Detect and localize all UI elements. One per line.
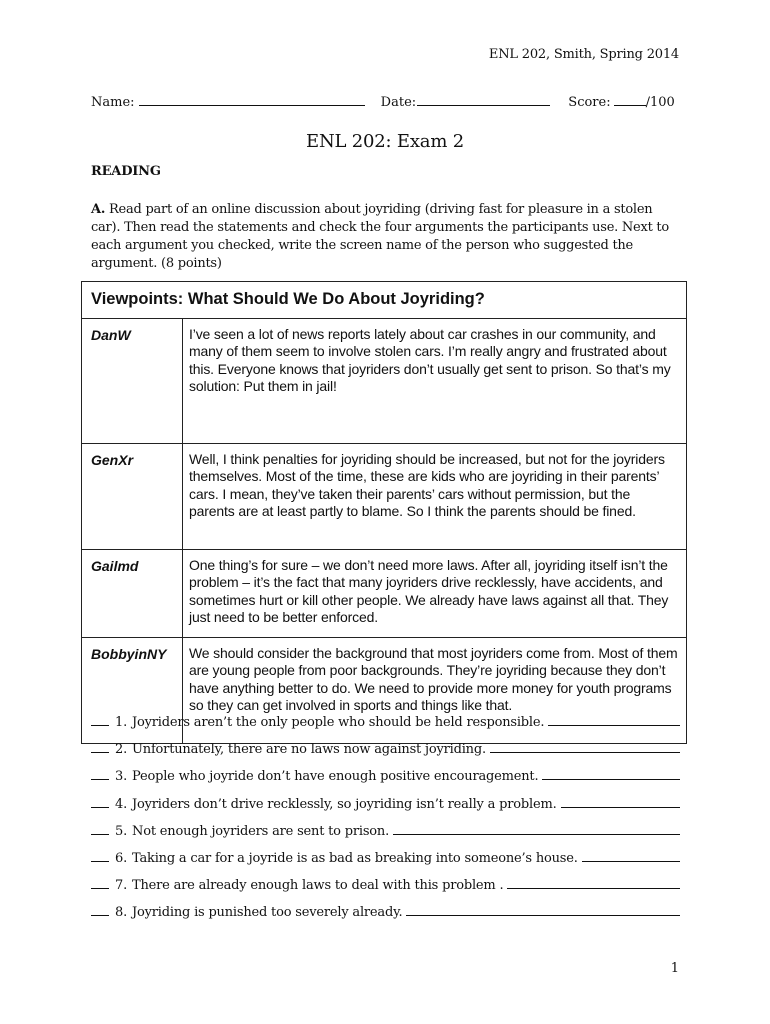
- statement-text: Taking a car for a joyride is as bad as breaking into someone’s house.: [132, 850, 578, 866]
- statement-number: 3.: [115, 769, 128, 785]
- post-text: We should consider the background that most joyriders come from. Most of them are young people from poor backgrounds. They’re joyriding because they don’t have anything better to do. We need to provide more money for youth programs so they can get involved in sports and things like that.: [183, 638, 687, 744]
- check-blank[interactable]: [91, 768, 109, 780]
- statement-item: [91, 823, 680, 850]
- screen-name-blank[interactable]: [561, 796, 680, 808]
- post-author: Gailmd: [82, 550, 183, 638]
- check-blank[interactable]: [91, 877, 109, 889]
- statement-item: [91, 741, 680, 768]
- statement-number: 4.: [115, 796, 128, 812]
- statement-item: [91, 714, 680, 741]
- viewpoints-table: [81, 281, 687, 744]
- post-author: BobbyinNY: [82, 638, 183, 744]
- exam-title: ENL 202: Exam 2: [306, 131, 464, 152]
- part-letter: A.: [91, 202, 106, 217]
- statement-item: [91, 768, 680, 795]
- screen-name-blank[interactable]: [490, 741, 680, 753]
- table-row: [82, 319, 687, 444]
- screen-name-blank[interactable]: [582, 850, 680, 862]
- statement-text: Joyriding is punished too severely already.: [132, 905, 403, 921]
- score-total: /100: [645, 95, 675, 110]
- table-row: [82, 550, 687, 638]
- statement-text: People who joyride don’t have enough positive encouragement.: [132, 769, 539, 785]
- name-label: Name:: [91, 95, 135, 110]
- check-blank[interactable]: [91, 904, 109, 916]
- statement-text: There are already enough laws to deal with this problem .: [132, 878, 504, 894]
- name-field[interactable]: [139, 93, 365, 106]
- table-heading-row: [82, 282, 687, 319]
- statement-item: [91, 904, 680, 931]
- statement-number: 6.: [115, 850, 128, 866]
- statement-item: [91, 877, 680, 904]
- post-author: DanW: [82, 319, 183, 444]
- post-text: I’ve seen a lot of news reports lately about car crashes in our community, and many of them seem to involve stolen cars. I’m really angry and frustrated about this. Everyone knows that joyriders don’t usually get sent to prison. So that’s my solution: Put them in jail!: [183, 319, 687, 444]
- post-text: One thing’s for sure – we don’t need more laws. After all, joyriding itself isn’t the problem – it’s the fact that many joyriders drive recklessly, have accidents, and sometimes hurt or kill other people. We already have laws against all that. They just need to be better enforced.: [183, 550, 687, 638]
- check-blank[interactable]: [91, 850, 109, 862]
- screen-name-blank[interactable]: [393, 823, 680, 835]
- instructions: [91, 201, 681, 273]
- score-field[interactable]: [614, 93, 646, 106]
- student-info-row: [91, 93, 681, 110]
- check-blank[interactable]: [91, 823, 109, 835]
- check-blank[interactable]: [91, 714, 109, 726]
- statement-list: [91, 714, 680, 932]
- statement-item: [91, 796, 680, 823]
- statement-number: 8.: [115, 905, 128, 921]
- statement-number: 2.: [115, 742, 128, 758]
- screen-name-blank[interactable]: [507, 877, 680, 889]
- page-number: 1: [670, 961, 679, 976]
- statement-text: Not enough joyriders are sent to prison.: [132, 823, 390, 839]
- statement-item: [91, 850, 680, 877]
- statement-text: Unfortunately, there are no laws now against joyriding.: [132, 742, 486, 758]
- course-header: ENL 202, Smith, Spring 2014: [488, 47, 679, 62]
- statement-text: Joyriders don’t drive recklessly, so joyriding isn’t really a problem.: [132, 796, 557, 812]
- date-label: Date:: [380, 95, 417, 110]
- post-author: GenXr: [82, 444, 183, 550]
- screen-name-blank[interactable]: [406, 904, 680, 916]
- score-label: Score:: [568, 95, 611, 110]
- instructions-text: Read part of an online discussion about joyriding (driving fast for pleasure in a stolen car). Then read the statements and check the four arguments the participants use. Next to each argument you checked, write the screen name of the person who suggested the argument. (8 points): [91, 202, 669, 272]
- statement-number: 7.: [115, 878, 128, 894]
- section-heading: READING: [91, 164, 161, 179]
- statement-text: Joyriders aren’t the only people who should be held responsible.: [132, 715, 545, 730]
- statement-number: 1.: [115, 715, 128, 730]
- table-row: [82, 444, 687, 550]
- table-title: Viewpoints: What Should We Do About Joyriding?: [82, 282, 687, 319]
- screen-name-blank[interactable]: [542, 768, 680, 780]
- check-blank[interactable]: [91, 796, 109, 808]
- statement-number: 5.: [115, 823, 128, 839]
- post-text: Well, I think penalties for joyriding should be increased, but not for the joyriders themselves. Most of the time, these are kids who are joyriding in their parents’ cars. I mean, they’ve taken their parents’ cars without permission, but the parents are at least partly to blame. So I think the parents should be fined.: [183, 444, 687, 550]
- check-blank[interactable]: [91, 741, 109, 753]
- date-field[interactable]: [417, 93, 550, 106]
- screen-name-blank[interactable]: [548, 714, 680, 726]
